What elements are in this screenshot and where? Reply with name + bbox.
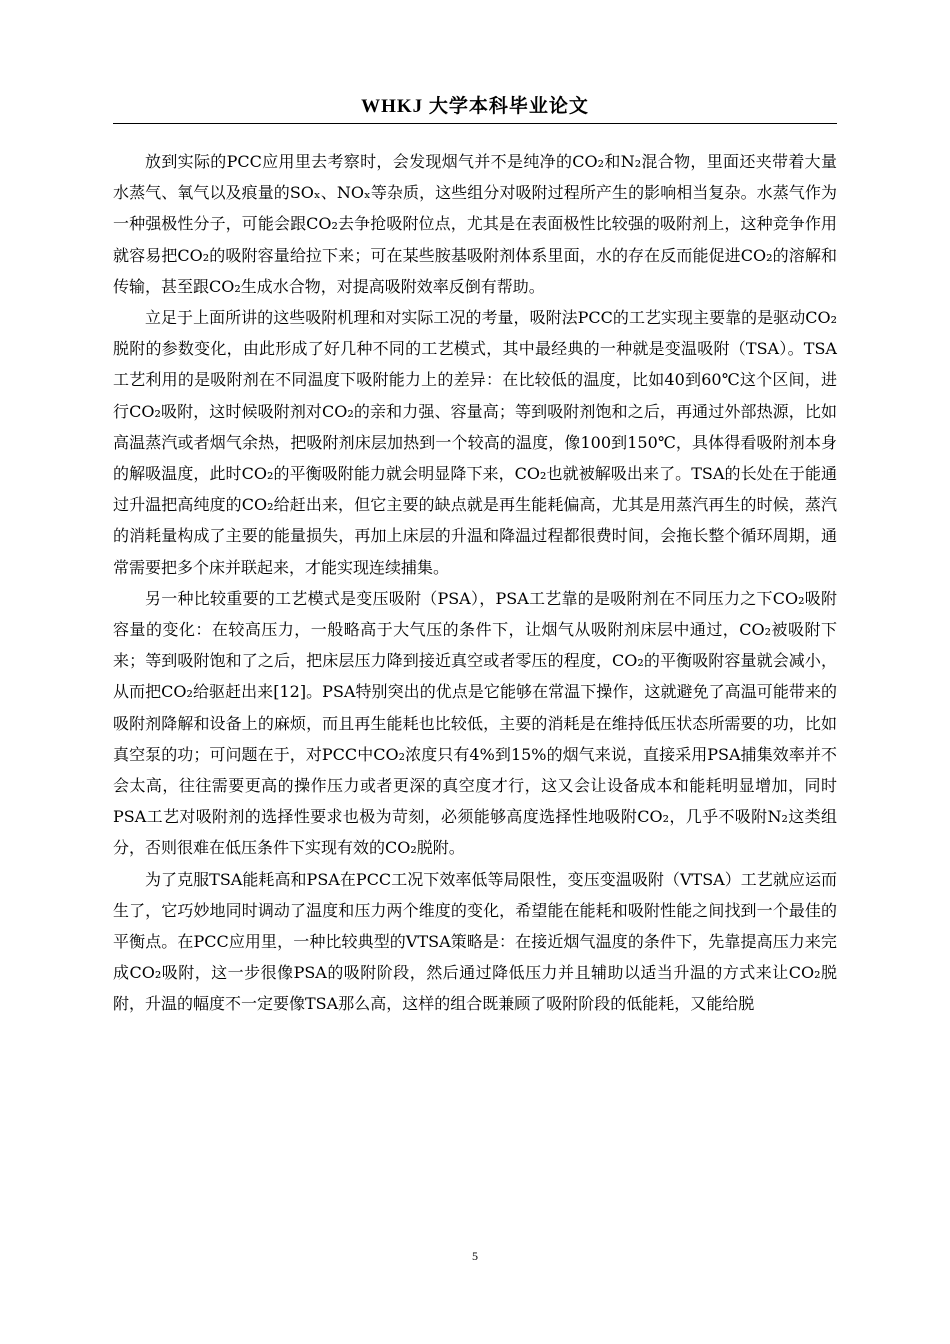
paragraph-tsa-process: 立足于上面所讲的这些吸附机理和对实际工况的考量，吸附法PCC的工艺实现主要靠的是驱动CO₂脱附的参数变化，由此形成了好几种不同的工艺模式，其中最经典的一种就是变温吸附（TSA）。TSA工艺利用的是吸附剂在不同温度下吸附能力上的差异：在比较低的温度，比如40到60℃这个区间，进行CO₂吸附，这时候吸附剂对CO₂的亲和力强、容量高；等到吸附剂饱和之后，再通过外部热源，比如高温蒸汽或者烟气余热，把吸附剂床层加热到一个较高的温度，像100到150℃，具体得看吸附剂本身的解吸温度，此时CO₂的平衡吸附能力就会明显降下来，CO₂也就被解吸出来了。TSA的长处在于能通过升温把高纯度的CO₂给赶出来，但它主要的缺点就是再生能耗偏高，尤其是用蒸汽再生的时候，蒸汽的消耗量构成了主要的能量损失，再加上床层的升温和降温过程都很费时间，会拖长整个循环周期，通常需要把多个床并联起来，才能实现连续捕集。	[113, 308, 837, 577]
paragraph-psa-process: 另一种比较重要的工艺模式是变压吸附（PSA），PSA工艺靠的是吸附剂在不同压力之下CO₂吸附容量的变化：在较高压力，一般略高于大气压的条件下，让烟气从吸附剂床层中通过，CO₂被吸附下来；等到吸附饱和了之后，把床层压力降到接近真空或者零压的程度，CO₂的平衡吸附容量就会减小，从而把CO₂给驱赶出来[12]。PSA特别突出的优点是它能够在常温下操作，这就避免了高温可能带来的吸附剂降解和设备上的麻烦，而且再生能耗也比较低，主要的消耗是在维持低压状态所需要的功，比如真空泵的功；可问题在于，对PCC中CO₂浓度只有4%到15%的烟气来说，直接采用PSA捕集效率并不会太高，往往需要更高的操作压力或者更深的真空度才行，这又会让设备成本和能耗明显增加，同时PSA工艺对吸附剂的选择性要求也极为苛刻，必须能够高度选择性地吸附CO₂，几乎不吸附N₂这类组分，否则很难在低压条件下实现有效的CO₂脱附。	[113, 588, 837, 858]
body-text	[113, 146, 837, 1020]
page-header-title: WHKJ 大学本科毕业论文	[361, 96, 589, 117]
paragraph-flue-gas-impurities: 放到实际的PCC应用里去考察时，会发现烟气并不是纯净的CO₂和N₂混合物，里面还夹带着大量水蒸气、氧气以及痕量的SOₓ、NOₓ等杂质，这些组分对吸附过程所产生的影响相当复杂。水蒸气作为一种强极性分子，可能会跟CO₂去争抢吸附位点，尤其是在表面极性比较强的吸附剂上，这种竞争作用就容易把CO₂的吸附容量给拉下来；可在某些胺基吸附剂体系里面，水的存在反而能促进CO₂的溶解和传输，甚至跟CO₂生成水合物，对提高吸附效率反倒有帮助。	[113, 152, 837, 296]
page-number: 5	[472, 1249, 478, 1263]
header-divider	[113, 123, 837, 124]
paragraph-vtsa-process: 为了克服TSA能耗高和PSA在PCC工况下效率低等局限性，变压变温吸附（VTSA）工艺就应运而生了，它巧妙地同时调动了温度和压力两个维度的变化，希望能在能耗和吸附性能之间找到一个最佳的平衡点。在PCC应用里，一种比较典型的VTSA策略是：在接近烟气温度的条件下，先靠提高压力来完成CO₂吸附，这一步很像PSA的吸附阶段，然后通过降低压力并且辅助以适当升温的方式来让CO₂脱附，升温的幅度不一定要像TSA那么高，这样的组合既兼顾了吸附阶段的低能耗，又能给脱	[113, 869, 837, 1014]
